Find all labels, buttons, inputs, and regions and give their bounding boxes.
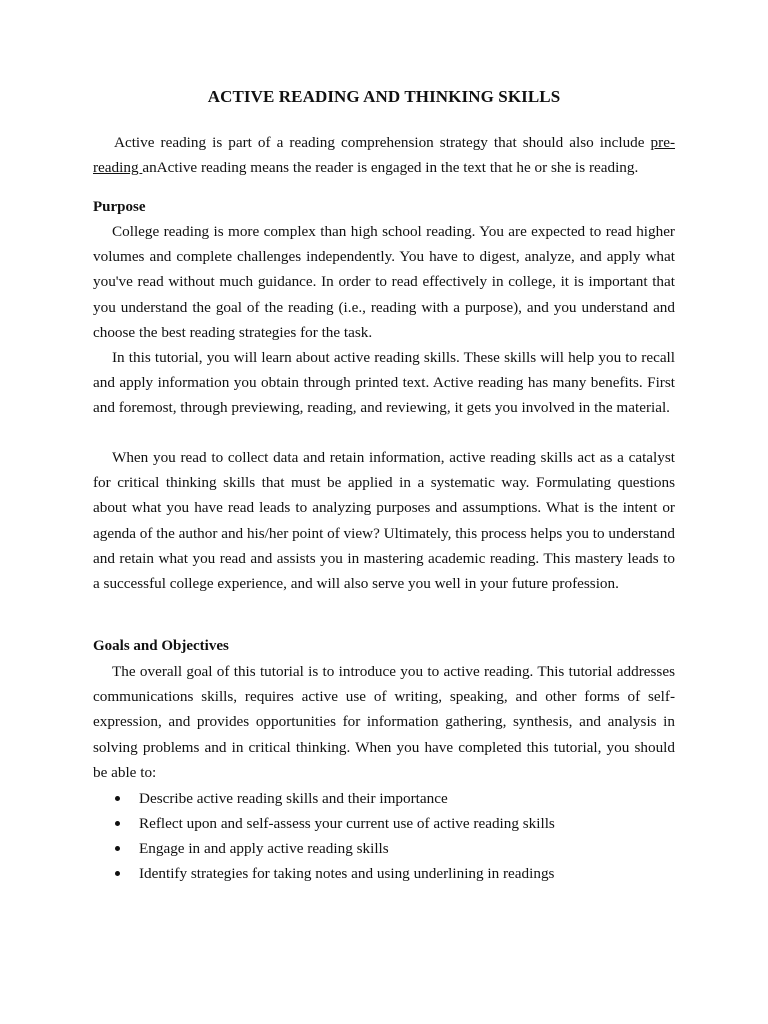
- bullet-icon: [115, 821, 120, 826]
- intro-text-b: anActive reading means the reader is engaged in the text that he or she is reading.: [142, 159, 639, 177]
- bullet-icon: [115, 796, 120, 801]
- purpose-paragraph-1: College reading is more complex than high school reading. You are expected to read higher volumes and complete challenges independently. You have to digest, analyze, and apply what you've read without much guidance. In order to read effectively in college, it is important that you understand the goal of the reading (i.e., reading with a purpose), and you understand and choose the best reading strategies for the task.: [93, 223, 675, 341]
- list-item: [93, 836, 675, 861]
- document-title: ACTIVE READING AND THINKING SKILLS: [207, 87, 561, 106]
- list-item-text: Identify strategies for taking notes and using underlining in readings: [139, 865, 555, 882]
- purpose-paragraph-3: When you read to collect data and retain information, active reading skills act as a catalyst for critical thinking skills that must be applied in a systematic way. Formulating questions about what you have read leads to analyzing purposes and assumptions. What is the intent or agenda of the author and his/her point of view? Ultimately, this process helps you to understand and retain what you read and assists you in mastering academic reading. This mastery leads to a successful college experience, and will also serve you well in your future profession.: [93, 449, 675, 593]
- intro-paragraph: [93, 130, 675, 180]
- bullet-icon: [115, 871, 120, 876]
- bullet-icon: [115, 846, 120, 851]
- intro-text-a: Active reading is part of a reading comprehension strategy that should also include: [114, 134, 651, 151]
- goals-heading: Goals and Objectives: [93, 638, 229, 654]
- list-item: [93, 786, 675, 811]
- list-item-text: Engage in and apply active reading skills: [139, 840, 389, 857]
- objectives-list: [93, 786, 675, 886]
- pre-reading-link[interactable]: pre-reading: [93, 134, 675, 177]
- list-item-text: Reflect upon and self-assess your current use of active reading skills: [139, 815, 555, 832]
- purpose-heading: Purpose: [93, 199, 146, 215]
- purpose-paragraph-2: In this tutorial, you will learn about active reading skills. These skills will help you to recall and apply information you obtain through printed text. Active reading has many benefits. First and foremost, through previewing, reading, and reviewing, it gets you involved in the material.: [93, 349, 675, 417]
- list-item: [93, 861, 675, 886]
- list-item: [93, 811, 675, 836]
- list-item-text: Describe active reading skills and their importance: [139, 790, 448, 807]
- goals-paragraph: The overall goal of this tutorial is to introduce you to active reading. This tutorial addresses communications skills, requires active use of writing, speaking, and other forms of self-expression, and provides opportunities for information gathering, synthesis, and analysis in solving problems and in critical thinking. When you have completed this tutorial, you should be able to:: [93, 663, 675, 781]
